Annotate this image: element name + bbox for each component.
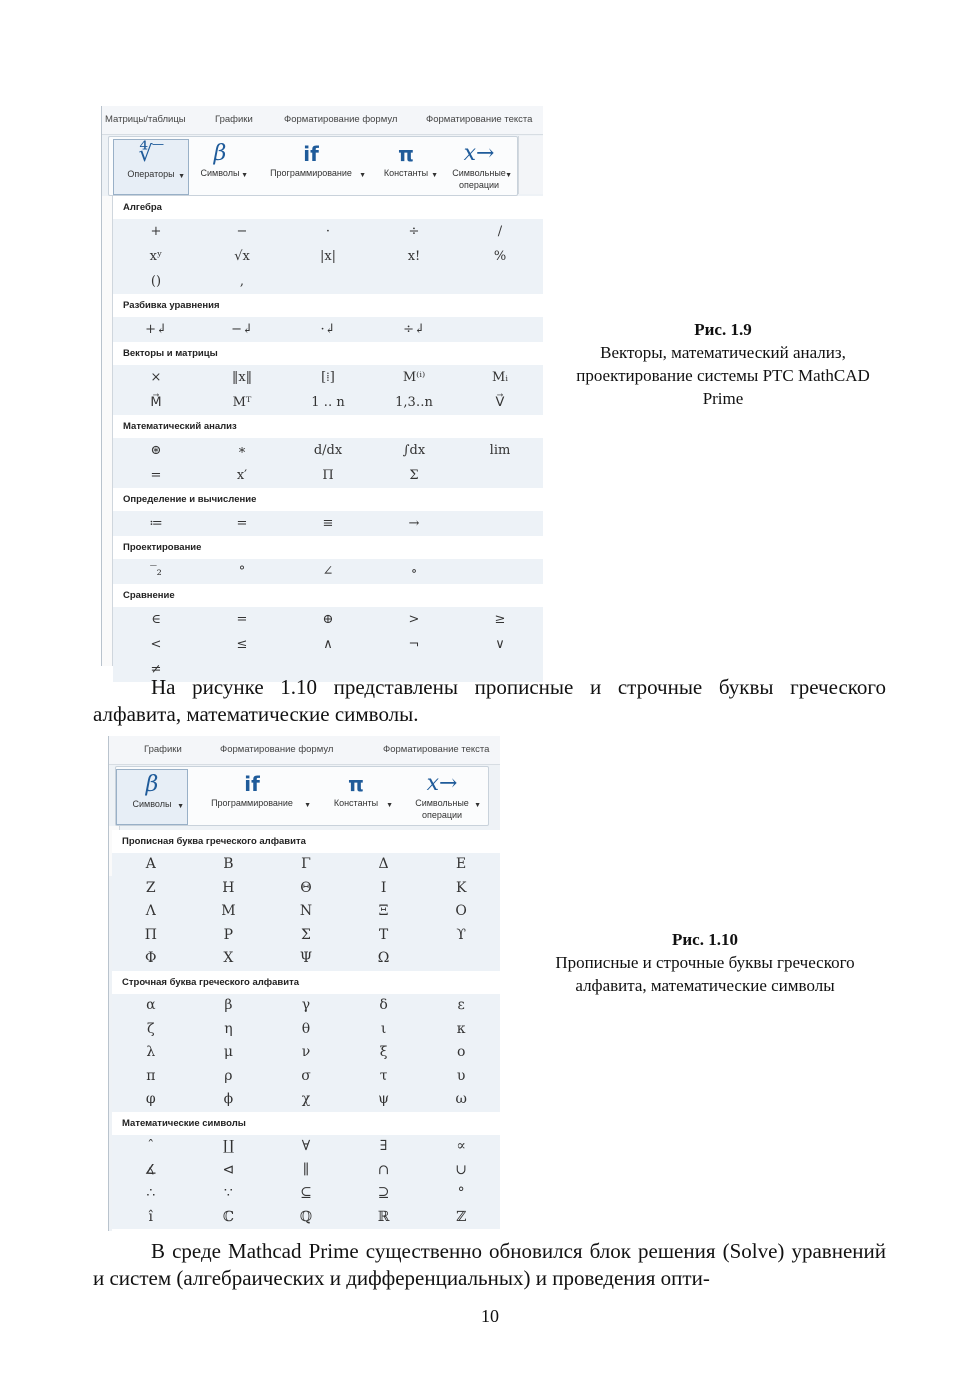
tab-math-formatting[interactable]: Форматирование формул bbox=[284, 114, 398, 125]
palette-section-header: Математический анализ bbox=[113, 415, 543, 438]
palette-symbol[interactable]: σ bbox=[301, 1067, 311, 1084]
palette-symbol[interactable]: ≥ bbox=[494, 612, 506, 627]
palette-symbol[interactable]: Α bbox=[145, 856, 156, 872]
chevron-down-icon: ▼ bbox=[474, 802, 481, 809]
palette-row bbox=[112, 1135, 500, 1159]
palette-section-header: Векторы и матрицы bbox=[113, 342, 543, 365]
palette-symbol[interactable]: Ψ bbox=[299, 950, 313, 967]
palette-symbol[interactable]: ∨ bbox=[495, 637, 505, 652]
palette-symbol[interactable]: ∪ bbox=[455, 1161, 468, 1178]
palette-symbol[interactable]: υ bbox=[456, 1067, 466, 1084]
palette-symbol[interactable]: xʸ bbox=[149, 249, 163, 264]
palette-symbol bbox=[457, 317, 543, 342]
palette-symbol[interactable]: % bbox=[493, 249, 507, 264]
palette-symbol[interactable]: () bbox=[150, 274, 162, 289]
paragraph-2: В среде Mathcad Prime существенно обновился блок решения (Solve) уравнений и систем (алгебраических и дифференциальных) и проведения опти- bbox=[93, 1239, 886, 1290]
symbols-palette bbox=[112, 830, 500, 1231]
palette-symbol[interactable]: ν bbox=[301, 1044, 311, 1061]
palette-symbol[interactable]: ℚ bbox=[299, 1208, 313, 1225]
palette-symbol[interactable]: = bbox=[236, 516, 248, 531]
palette-row bbox=[112, 1018, 500, 1042]
palette-symbol[interactable]: −↲ bbox=[231, 322, 253, 337]
palette-symbol[interactable]: ∀ bbox=[301, 1137, 311, 1154]
chevron-down-icon: ▼ bbox=[177, 803, 184, 810]
palette-symbol[interactable]: Ρ bbox=[223, 926, 234, 943]
figure-1-9-caption bbox=[574, 318, 872, 410]
palette-symbol[interactable]: Φ bbox=[145, 950, 157, 967]
palette-symbol[interactable]: ⊲ bbox=[222, 1161, 235, 1178]
palette-symbol[interactable]: ℂ bbox=[222, 1208, 234, 1225]
palette-symbol[interactable]: ξ bbox=[379, 1044, 388, 1061]
tab-graphs[interactable]: Графики bbox=[215, 114, 253, 125]
palette-symbol[interactable]: ∈ bbox=[151, 612, 161, 627]
palette-symbol[interactable]: → bbox=[408, 516, 420, 531]
palette-row bbox=[113, 244, 543, 269]
symbolic-arrow-icon: x→ bbox=[463, 141, 495, 166]
palette-symbol[interactable]: ο bbox=[456, 1044, 466, 1061]
palette-symbol[interactable]: ϕ bbox=[223, 1091, 234, 1108]
palette-symbol[interactable]: ζ bbox=[147, 1020, 155, 1037]
palette-symbol[interactable]: Ν bbox=[299, 903, 313, 920]
palette-symbol[interactable]: ° bbox=[457, 1185, 465, 1202]
palette-symbol[interactable]: = bbox=[150, 468, 162, 483]
radical-icon: ∜‾ bbox=[138, 142, 164, 167]
palette-row bbox=[113, 219, 543, 244]
palette-symbol[interactable]: ℝ bbox=[377, 1208, 390, 1225]
constants-button[interactable]: π Константы ▼ bbox=[371, 139, 441, 193]
palette-section-header: Математические символы bbox=[112, 1112, 500, 1135]
palette-section-header: Сравнение bbox=[113, 584, 543, 607]
palette-symbol[interactable]: η bbox=[224, 1020, 233, 1037]
palette-row bbox=[113, 559, 543, 584]
palette-row bbox=[112, 1088, 500, 1112]
chevron-down-icon: ▼ bbox=[359, 172, 366, 179]
palette-symbol bbox=[371, 269, 457, 294]
palette-row bbox=[112, 1065, 500, 1089]
palette-symbol[interactable]: ≔ bbox=[149, 516, 163, 531]
palette-row bbox=[113, 365, 543, 390]
palette-row bbox=[113, 511, 543, 536]
palette-symbol[interactable]: ≤ bbox=[236, 637, 248, 652]
palette-symbol[interactable]: < bbox=[150, 637, 162, 652]
symbols-button[interactable]: β Символы ▼ bbox=[116, 769, 188, 825]
palette-row bbox=[113, 317, 543, 342]
chevron-down-icon: ▼ bbox=[431, 172, 438, 179]
if-icon: if bbox=[244, 772, 260, 796]
palette-symbol[interactable]: M⃗ bbox=[150, 395, 162, 410]
palette-row bbox=[112, 994, 500, 1018]
palette-symbol[interactable]: Χ bbox=[223, 950, 234, 967]
ribbon-tabs bbox=[109, 736, 500, 765]
palette-symbol[interactable]: χ bbox=[301, 1091, 311, 1108]
symbolic-operations-button[interactable]: x→ Символьные операции ▼ bbox=[400, 769, 484, 823]
palette-symbol bbox=[457, 511, 543, 536]
palette-symbol[interactable]: ∠ bbox=[322, 564, 334, 579]
palette-symbol[interactable]: x! bbox=[407, 249, 421, 264]
operators-button[interactable]: ∜‾ Операторы ▼ bbox=[113, 139, 189, 195]
palette-symbol bbox=[285, 269, 371, 294]
palette-symbol[interactable]: γ bbox=[301, 996, 311, 1013]
palette-symbol[interactable]: Λ bbox=[145, 903, 156, 920]
palette-symbol[interactable]: Π bbox=[144, 926, 157, 943]
palette-symbol[interactable]: [⁞] bbox=[321, 370, 335, 385]
palette-symbol bbox=[422, 947, 500, 971]
palette-symbol[interactable]: Σ bbox=[409, 468, 419, 483]
palette-row bbox=[113, 438, 543, 463]
palette-section-header: Определение и вычисление bbox=[113, 488, 543, 511]
paragraph-1: На рисунке 1.10 представлены прописные и строчные буквы греческого алфавита, математические символы. bbox=[93, 675, 886, 726]
ribbon-panel bbox=[108, 136, 518, 196]
ribbon-tabs bbox=[102, 106, 543, 135]
palette-row bbox=[112, 1206, 500, 1230]
palette-section-header: Разбивка уравнения bbox=[113, 294, 543, 317]
palette-symbol[interactable]: Ξ bbox=[378, 903, 389, 920]
programming-button[interactable]: if Программирование ▼ bbox=[190, 769, 314, 823]
palette-row bbox=[112, 1159, 500, 1183]
palette-symbol[interactable]: ⊛ bbox=[150, 443, 162, 458]
chevron-down-icon: ▼ bbox=[304, 802, 311, 809]
palette-symbol[interactable]: +↲ bbox=[145, 322, 167, 337]
palette-symbol[interactable]: d/dx bbox=[313, 443, 343, 458]
caption-text: Векторы, математический анализ, проектирование системы PTC MathCAD Prime bbox=[576, 343, 870, 408]
palette-symbol[interactable]: λ bbox=[146, 1044, 156, 1061]
palette-symbol[interactable]: ε bbox=[457, 996, 465, 1013]
palette-symbol[interactable]: ∝ bbox=[456, 1137, 466, 1154]
palette-symbol bbox=[457, 559, 543, 584]
palette-row bbox=[112, 853, 500, 877]
palette-symbol[interactable]: ∥ bbox=[302, 1161, 310, 1178]
palette-symbol[interactable]: Σ bbox=[301, 926, 311, 943]
palette-symbol[interactable]: ι bbox=[380, 1020, 387, 1037]
palette-symbol[interactable]: Κ bbox=[455, 879, 467, 896]
palette-symbol[interactable]: Ι bbox=[380, 879, 387, 896]
palette-symbol[interactable]: 1,3‥n bbox=[395, 395, 433, 410]
chevron-down-icon: ▼ bbox=[386, 802, 393, 809]
palette-row bbox=[112, 1041, 500, 1065]
palette-symbol[interactable]: Β bbox=[223, 856, 234, 872]
palette-symbol[interactable]: β bbox=[224, 996, 233, 1013]
palette-symbol[interactable]: ° bbox=[238, 564, 246, 579]
palette-symbol[interactable]: ∫dx bbox=[402, 443, 426, 458]
tab-math-formatting[interactable]: Форматирование формул bbox=[220, 744, 334, 755]
palette-symbol[interactable]: ÷ bbox=[408, 224, 420, 239]
palette-symbol[interactable]: M⁽ⁱ⁾ bbox=[402, 370, 426, 385]
palette-symbol[interactable]: x′ bbox=[236, 468, 248, 483]
tab-text-formatting[interactable]: Форматирование текста bbox=[383, 744, 490, 755]
chevron-down-icon: ▼ bbox=[241, 172, 248, 179]
palette-symbol[interactable]: 1 ‥ n bbox=[311, 395, 345, 410]
palette-symbol[interactable]: Ω bbox=[377, 950, 390, 967]
palette-symbol[interactable]: ∵ bbox=[223, 1185, 233, 1202]
programming-button[interactable]: if Программирование ▼ bbox=[253, 139, 369, 193]
palette-symbol bbox=[457, 463, 543, 488]
palette-symbol[interactable]: μ bbox=[223, 1044, 233, 1061]
palette-row bbox=[112, 924, 500, 948]
palette-row bbox=[112, 900, 500, 924]
page-number: 10 bbox=[481, 1306, 499, 1326]
palette-symbol[interactable]: κ bbox=[456, 1020, 466, 1037]
palette-symbol[interactable]: ψ bbox=[378, 1091, 390, 1108]
beta-icon: β bbox=[145, 772, 159, 797]
palette-symbol[interactable]: δ bbox=[379, 996, 388, 1013]
palette-symbol[interactable]: ÷↲ bbox=[403, 322, 425, 337]
palette-symbol[interactable]: > bbox=[408, 612, 420, 627]
palette-symbol[interactable]: ⊆ bbox=[300, 1185, 312, 1202]
palette-symbol[interactable]: Γ bbox=[301, 856, 311, 872]
palette-symbol[interactable]: ϒ bbox=[456, 926, 466, 943]
palette-symbol[interactable]: Μ bbox=[221, 903, 236, 920]
palette-row bbox=[113, 269, 543, 294]
palette-symbol[interactable]: ω bbox=[455, 1091, 467, 1108]
palette-row bbox=[113, 607, 543, 632]
caption-text: Прописные и строчные буквы греческого алфавита, математические символы bbox=[555, 953, 855, 995]
chevron-down-icon: ▼ bbox=[178, 173, 185, 180]
palette-symbol[interactable]: ¬ bbox=[408, 637, 420, 652]
palette-symbol[interactable]: ⊇ bbox=[377, 1185, 390, 1202]
pi-icon: π bbox=[398, 142, 414, 166]
palette-symbol[interactable]: V⃗ bbox=[495, 395, 505, 410]
palette-symbol[interactable]: ∃ bbox=[379, 1137, 388, 1154]
caption-number: Рис. 1.10 bbox=[672, 930, 738, 949]
beta-icon: β bbox=[213, 141, 227, 166]
palette-symbol[interactable]: ‾₂ bbox=[150, 564, 162, 579]
ribbon-overflow bbox=[518, 136, 543, 194]
palette-symbol[interactable]: ∐ bbox=[222, 1137, 234, 1154]
palette-row bbox=[112, 877, 500, 901]
palette-section-header: Проектирование bbox=[113, 536, 543, 559]
figure-1-9-screenshot bbox=[101, 106, 543, 677]
palette-symbol[interactable]: Δ bbox=[378, 856, 389, 872]
symbols-button[interactable]: β Символы ▼ bbox=[189, 139, 251, 193]
palette-symbol[interactable]: π bbox=[146, 1067, 156, 1084]
palette-row bbox=[113, 390, 543, 415]
palette-symbol[interactable]: ∗ bbox=[237, 443, 247, 458]
palette-symbol[interactable]: φ bbox=[145, 1091, 156, 1108]
palette-symbol[interactable]: τ bbox=[379, 1067, 388, 1084]
palette-symbol[interactable]: + bbox=[150, 224, 162, 239]
palette-symbol[interactable]: Ε bbox=[456, 856, 467, 872]
palette-symbol[interactable]: ˆ bbox=[147, 1137, 155, 1154]
palette-symbol[interactable]: î bbox=[148, 1208, 154, 1225]
palette-symbol[interactable]: ∧ bbox=[323, 637, 333, 652]
palette-symbol[interactable]: ρ bbox=[224, 1067, 233, 1084]
palette-symbol[interactable]: ∘ bbox=[410, 564, 418, 579]
palette-symbol[interactable]: = bbox=[236, 612, 248, 627]
palette-symbol[interactable]: ℤ bbox=[456, 1208, 467, 1225]
palette-symbol[interactable]: ≠ bbox=[150, 662, 162, 677]
palette-symbol[interactable]: ·↲ bbox=[320, 322, 336, 337]
pi-icon: π bbox=[348, 772, 364, 796]
palette-symbol[interactable]: Η bbox=[222, 879, 235, 896]
palette-symbol[interactable]: ⊕ bbox=[322, 612, 334, 627]
operators-palette bbox=[113, 196, 543, 677]
palette-symbol[interactable]: Π bbox=[322, 468, 334, 483]
symbolic-arrow-icon: x→ bbox=[426, 771, 458, 796]
palette-symbol[interactable]: Τ bbox=[378, 926, 389, 943]
palette-row bbox=[113, 463, 543, 488]
palette-symbol[interactable]: ∡ bbox=[144, 1161, 158, 1178]
palette-symbol[interactable]: Θ bbox=[300, 879, 312, 896]
palette-section-header: Строчная буква греческого алфавита bbox=[112, 971, 500, 994]
palette-symbol[interactable]: ‖x‖ bbox=[231, 370, 253, 385]
palette-section-header: Прописная буква греческого алфавита bbox=[112, 830, 500, 853]
palette-symbol[interactable]: · bbox=[325, 224, 331, 239]
tab-matrices[interactable]: Матрицы/таблицы bbox=[105, 114, 186, 125]
palette-symbol[interactable]: Mᵀ bbox=[232, 395, 252, 410]
symbolic-operations-button[interactable]: x→ Символьные операции ▼ bbox=[443, 139, 515, 193]
palette-section-header: Алгебра bbox=[113, 196, 543, 219]
palette-symbol[interactable]: × bbox=[150, 370, 162, 385]
palette-row bbox=[112, 1182, 500, 1206]
palette-symbol[interactable]: |x| bbox=[319, 249, 337, 264]
figure-1-10-caption bbox=[520, 928, 890, 997]
constants-button[interactable]: π Константы ▼ bbox=[316, 769, 396, 823]
figure-1-10-screenshot bbox=[108, 736, 500, 1231]
palette-symbol[interactable]: lim bbox=[489, 443, 511, 458]
if-icon: if bbox=[303, 142, 319, 166]
chevron-down-icon: ▼ bbox=[505, 172, 512, 179]
palette-symbol[interactable]: ≡ bbox=[322, 516, 334, 531]
caption-number: Рис. 1.9 bbox=[694, 320, 752, 339]
palette-symbol[interactable]: Mᵢ bbox=[492, 370, 508, 385]
palette-symbol[interactable]: Ο bbox=[455, 903, 467, 920]
palette-symbol[interactable]: θ bbox=[301, 1020, 311, 1037]
palette-row bbox=[113, 632, 543, 657]
palette-symbol[interactable]: ∴ bbox=[146, 1185, 156, 1202]
tab-text-formatting[interactable]: Форматирование текста bbox=[426, 114, 533, 125]
palette-symbol[interactable]: / bbox=[497, 224, 503, 239]
palette-symbol[interactable]: α bbox=[146, 996, 156, 1013]
worksheet-edge bbox=[102, 196, 113, 666]
palette-symbol[interactable]: Ζ bbox=[145, 879, 156, 896]
palette-symbol bbox=[457, 269, 543, 294]
palette-symbol[interactable]: √x bbox=[234, 249, 250, 264]
palette-symbol[interactable]: − bbox=[236, 224, 248, 239]
ribbon-panel bbox=[115, 766, 489, 826]
palette-symbol[interactable]: ∩ bbox=[377, 1161, 390, 1178]
palette-row bbox=[112, 947, 500, 971]
palette-symbol[interactable]: , bbox=[239, 274, 245, 289]
tab-graphs[interactable]: Графики bbox=[144, 744, 182, 755]
